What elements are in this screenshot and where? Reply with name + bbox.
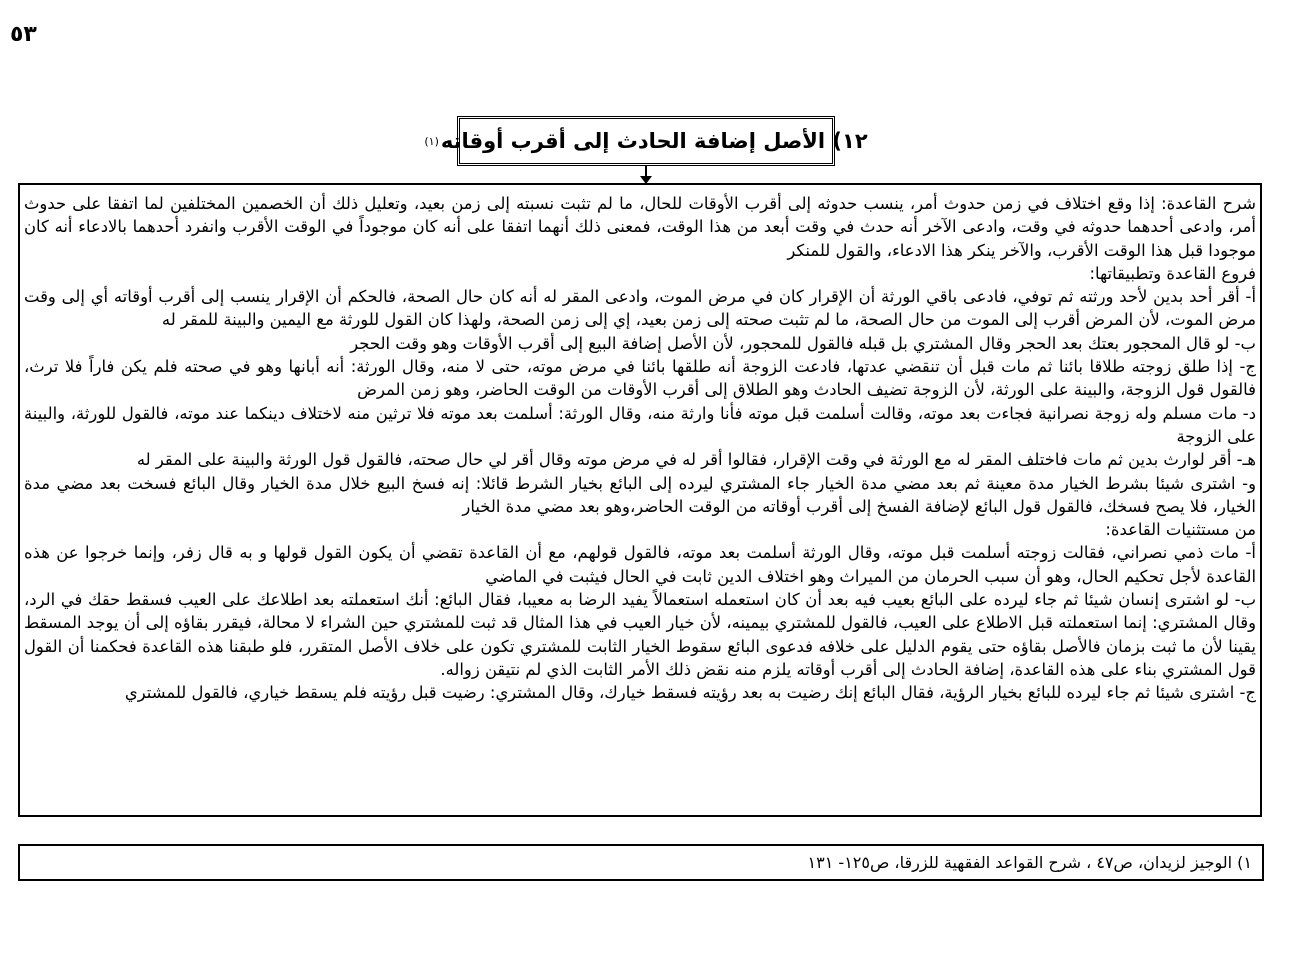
page-number: ٥٣: [10, 22, 37, 47]
rule-title: ١٢) الأصل إضافة الحادث إلى أقرب أوقاته: [440, 129, 868, 153]
exception-item: ج- اشترى شيئا ثم جاء ليرده للبائع بخيار الرؤية، فقال البائع إنك رضيت به بعد رؤيته فسقط خيارك، وقال المشتري: رضيت قبل رؤيته فلم يسقط خياري، فالقول للمشتري: [124, 683, 1256, 703]
exception-item: أ- مات ذمي نصراني، فقالت زوجته أسلمت قبل موته، وقال الورثة أسلمت بعد موته، فالقول قولهم، مع أن القاعدة تقضي أن يكون القول قولها و به قال زفر، وإنما خرجوا عن هذه القاعدة لأجل تحكيم الحال، وهو أن سبب الحرمان من الميراث وهو اختلاف الدين ثابت في الحال فيثبت في الماضي: [24, 543, 1256, 586]
rule-title-box: [424, 116, 868, 166]
exceptions-heading: من مستثنيات القاعدة:: [1105, 520, 1256, 540]
branches-heading: فروع القاعدة وتطبيقاتها:: [1089, 263, 1256, 283]
rule-content-box: [18, 183, 1262, 817]
footnote-reference: (١): [424, 134, 439, 148]
branch-item: هـ- أقر لوارث بدين ثم مات فاختلف المقر له مع الورثة في وقت الإقرار، فقالوا أقر له في مرض موته وقال أقر لي حال صحته، فالقول قول الورثة والبينة على المقر له: [136, 450, 1256, 470]
exception-item: ب- لو اشترى إنسان شيئا ثم جاء ليرده على البائع بعيب فيه بعد أن كان استعمله استعمالاً يفيد الرضا به معيبا، فقال البائع: أنك استعملته بعد اطلاعك على العيب فسقط حقك في الرد، وقال المشتري: إنما استعملته قبل الاطلاع على العيب، فالقول للمشتري بيمينه، لأن خيار العيب في هذا المثال قد ثبت للمشتري حين الشراء لا محالة، فيقرر بقاؤه إلى أن يوجد المسقط يقينا لأن ما ثبت بزمان فالأصل بقاؤه حتى يقوم الدليل على خلافه فدعوى البائع سقوط الخيار الثابت للمشتري تكون على خلاف الأصل المتقرر، فلو طبقنا هذه القاعدة فحكمنا أن القول قول المشتري بناء على هذه القاعدة، إضافة الحادث إلى أقرب أوقاته يلزم منه نقض ذلك الأمر الثابت الذي لم نتيقن زواله.: [24, 590, 1256, 679]
rule-explanation: شرح القاعدة: إذا وقع اختلاف في زمن حدوث أمر، ينسب حدوثه إلى أقرب الأوقات للحال، ما لم تثبت نسبته إلى زمن بعيد، وتعليل ذلك أن الخصمين المختلفين لما اتفقا على حدوث أمر، وادعى أحدهما حدوثه في وقت، وادعى الآخر أنه حدث في وقت أبعد من هذا الوقت، فمعنى ذلك أنهما اتفقا على أنه كان موجوداً في الوقت الأقرب وانفرد أحدهما بالادعاء أنه كان موجودا قبل هذا الوقت الأقرب، والآخر ينكر هذا الادعاء، والقول للمنكر: [24, 194, 1256, 260]
footnote-box: [18, 844, 1264, 881]
footnote-text: ١) الوجيز لزيدان، ص٤٧ ، شرح القواعد الفقهية للزرقا، ص١٢٥- ١٣١: [807, 853, 1252, 872]
branch-item: ج- إذا طلق زوجته طلاقا بائنا ثم مات قبل أن تنقضي عدتها، فادعت الزوجة أنه طلقها بائنا في مرض موته، حتى لا منه، وقال الورثة: أنه أبانها وهو في صحته فلم يكن فاراً فلا ترث، فالقول قول الزوجة، والبينة على الورثة، لأن الزوجة تضيف الحادث وهو الطلاق إلى أقرب الأوقات من الوقت الحاضر، وهو زمن المرض: [24, 357, 1256, 400]
branch-item: د- مات مسلم وله زوجة نصرانية فجاءت بعد موته، وقالت أسلمت قبل موته فأنا وارثة منه، وقال الورثة: أسلمت بعد موته فلا ترثين منه لاختلاف دينكما عند موته، فالقول للورثة، والبينة على الزوجة: [24, 403, 1256, 446]
branch-item: أ- أقر أحد بدين لأحد ورثته ثم توفي، فادعى باقي الورثة أن الإقرار كان في مرض الموت، وادعى المقر له أنه كان حال الصحة، فالحكم أن الإقرار ينسب إلى أقرب أوقاته أي إلى وقت مرض الموت، لأن المرض أقرب إلى الموت من حال الصحة، ما لم تثبت صحته إلى زمن بعيد، إي إلى زمن الصحة، ولهذا كان القول للورثة مع اليمين والبينة للمقر له: [24, 287, 1256, 330]
branch-item: ب- لو قال المحجور بعتك بعد الحجر وقال المشتري بل قبله فالقول للمحجور، لأن الأصل إضافة البيع إلى أقرب الأوقات وهو وقت الحجر: [350, 333, 1256, 353]
branch-item: و- اشترى شيئا بشرط الخيار مدة معينة ثم بعد مضي مدة الخيار جاء المشتري ليرده إلى البائع بخيار الشرط قائلا: إنه فسخ البيع خلال مدة الخيار وقال البائع فسخت بعد مضي مدة الخيار، فلا يصح فسخك، فالقول قول البائع لإضافة الفسخ إلى أقرب أوقاته من الوقت الحاضر،وهو بعد مضي مدة الخيار: [24, 473, 1256, 516]
